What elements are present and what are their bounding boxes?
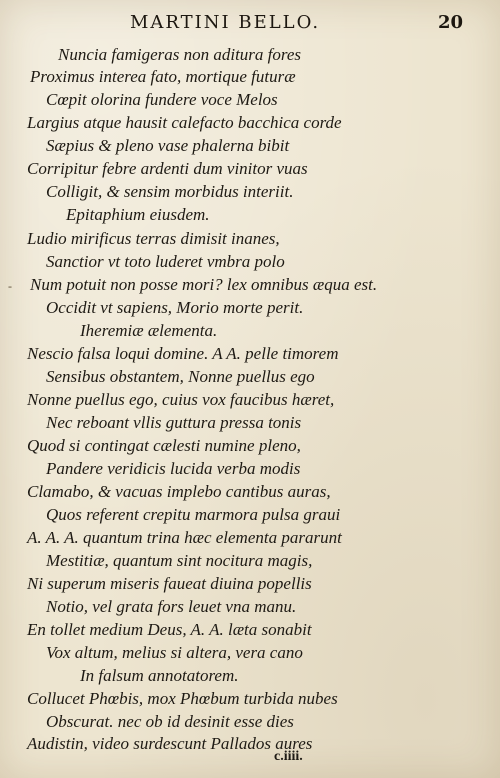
section-heading: In falsum annotatorem. bbox=[80, 666, 239, 685]
section-heading: Epitaphium eiusdem. bbox=[66, 205, 210, 224]
text-line: Sanctior vt toto luderet vmbra polo bbox=[46, 252, 285, 271]
text-line: Num potuit non posse mori? lex omnibus æqua est. bbox=[30, 275, 378, 294]
text-line: Ni superum miseris faueat diuina popellis bbox=[27, 574, 312, 593]
text-line: Cœpit olorina fundere voce Melos bbox=[46, 90, 278, 109]
text-line: Proximus interea fato, mortique futuræ bbox=[30, 67, 296, 86]
text-line: Obscurat. nec ob id desinit esse dies bbox=[46, 712, 294, 731]
folio-number: 20 bbox=[438, 12, 464, 33]
text-line: Clamabo, & vacuas implebo cantibus auras, bbox=[27, 482, 331, 501]
text-line: Occidit vt sapiens, Morio morte perit. bbox=[46, 298, 304, 317]
text-line: Nec reboant vllis guttura pressa tonis bbox=[46, 413, 302, 432]
text-line: Sensibus obstantem, Nonne puellus ego bbox=[46, 367, 315, 386]
text-line: Vox altum, melius si altera, vera cano bbox=[46, 643, 303, 662]
text-line: Mestitiæ, quantum sint nocitura magis, bbox=[46, 551, 313, 570]
text-line: En tollet medium Deus, A. A. læta sonabit bbox=[27, 620, 312, 639]
text-line: Nescio falsa loqui domine. A A. pelle timorem bbox=[27, 344, 339, 363]
text-line: Nuncia famigeras non aditura fores bbox=[58, 45, 302, 64]
text-line: Pandere veridicis lucida verba modis bbox=[46, 459, 301, 478]
text-line: Quos referent crepitu marmora pulsa graui bbox=[46, 505, 341, 524]
text-line: Largius atque hausit calefacto bacchica corde bbox=[27, 113, 342, 132]
text-line: Audistin, video surdescunt Pallados aures bbox=[27, 734, 313, 753]
text-line: Quod si contingat cælesti numine pleno, bbox=[27, 436, 301, 455]
margin-dash-mark: - bbox=[8, 279, 12, 293]
section-heading: Iheremiæ ælementa. bbox=[80, 321, 218, 340]
text-line: A. A. A. quantum trina hæc elementa pararunt bbox=[27, 528, 342, 547]
text-line: Colligit, & sensim morbidus interiit. bbox=[46, 182, 294, 201]
signature-mark: c.iiii. bbox=[274, 749, 303, 764]
text-line: Notio, vel grata fors leuet vna manu. bbox=[46, 597, 297, 616]
text-line: Nonne puellus ego, cuius vox faucibus hæret, bbox=[27, 390, 335, 409]
text-line: Collucet Phœbis, mox Phœbum turbida nubes bbox=[27, 689, 338, 708]
text-line: Sæpius & pleno vase phalerna bibit bbox=[46, 136, 290, 155]
text-line: Ludio mirificus terras dimisit inanes, bbox=[27, 229, 280, 248]
running-title: MARTINI BELLO. bbox=[130, 12, 321, 33]
text-line: Corripitur febre ardenti dum vinitor vuas bbox=[27, 159, 308, 178]
